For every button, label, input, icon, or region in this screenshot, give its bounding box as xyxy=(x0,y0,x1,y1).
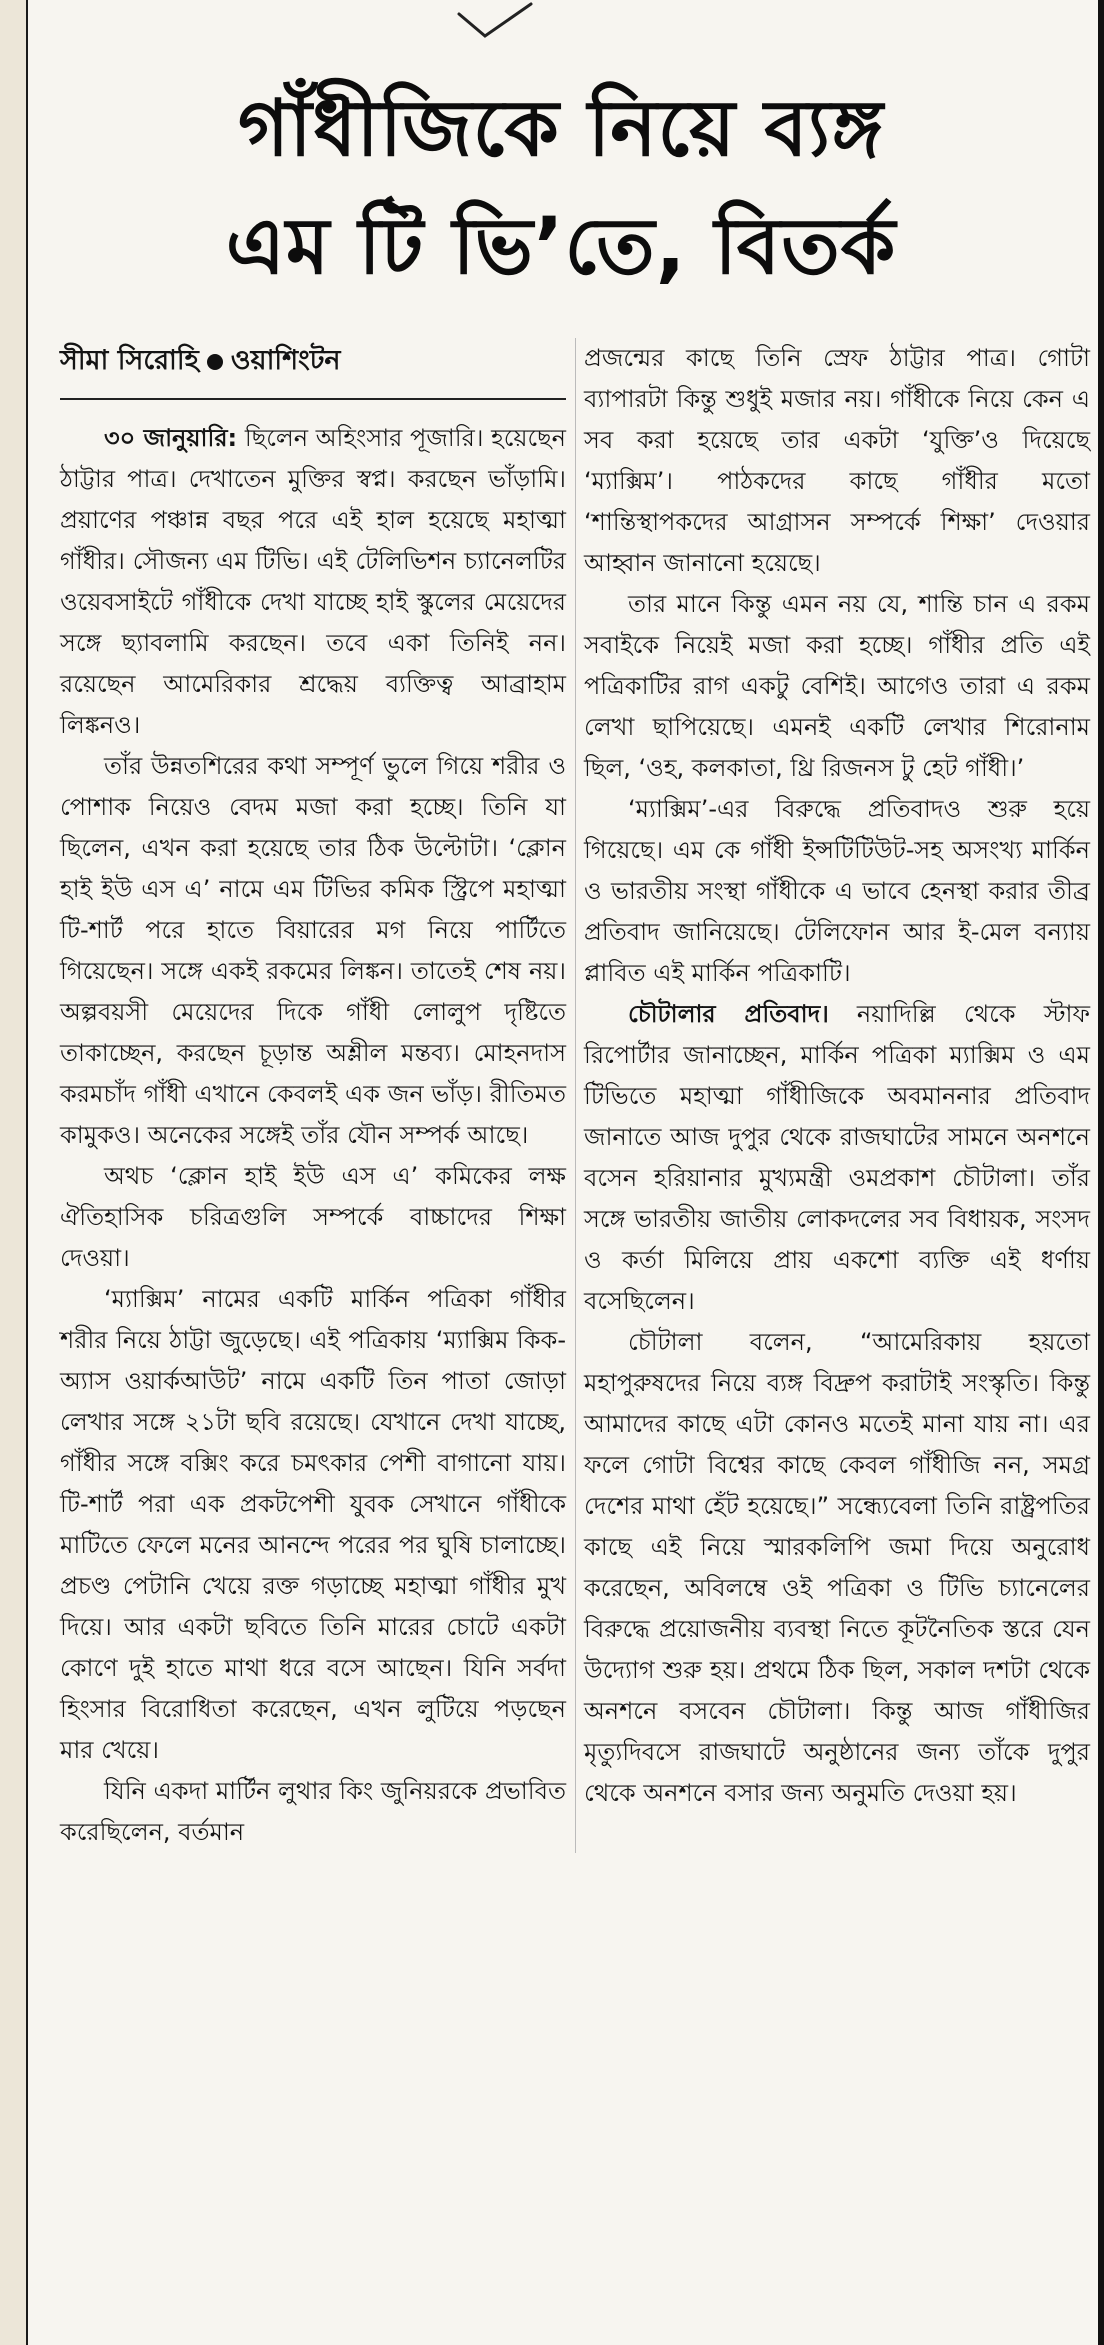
subhead-text: নয়াদিল্লি থেকে স্টাফ রিপোর্টার জানাচ্ছেন, মার্কিন পত্রিকা ম্যাক্সিম ও এম টিভিতে মহাত্মা গাঁধীজিকে অবমাননার প্রতিবাদ জানাতে আজ দুপুর থেকে রাজঘাটের সামনে অনশনে বসেন হরিয়ানার মুখ্যমন্ত্রী ওমপ্রকাশ চৌটালা। তাঁর সঙ্গে ভারতীয় জাতীয় লোকদলের সব বিধায়ক, সংসদ ও কর্তা মিলিয়ে প্রায় একশো ব্যক্তি এই ধর্ণায় বসেছিলেন। xyxy=(584,1000,1090,1315)
paragraph: যিনি একদা মার্টিন লুথার কিং জুনিয়রকে প্রভাবিত করেছিলেন, বর্তমান xyxy=(60,1777,566,1846)
column-divider xyxy=(575,338,576,1853)
left-column xyxy=(60,338,566,1853)
byline xyxy=(60,338,566,400)
right-column xyxy=(584,338,1090,1853)
headline xyxy=(40,70,1082,306)
bullet-icon xyxy=(207,354,223,370)
paragraph: ‘ম্যাক্সিম’ নামের একটি মার্কিন পত্রিকা গাঁধীর শরীর নিয়ে ঠাট্টা জুড়েছে। এই পত্রিকায় ‘ম্যাক্সিম কিক-অ্যাস ওয়ার্কআউট’ নামে একটি তিন পাতা জোড়া লেখার সঙ্গে ২১টা ছবি রয়েছে। যেখানে দেখা যাচ্ছে, গাঁধীর সঙ্গে বক্সিং করে চমৎকার পেশী বাগানো যায়। টি-শার্ট পরা এক প্রকটপেশী যুবক সেখানে গাঁধীকে মাটিতে ফেলে মনের আনন্দে পরের পর ঘুষি চালাচ্ছে। প্রচণ্ড পেটানি খেয়ে রক্ত গড়াচ্ছে মহাত্মা গাঁধীর মুখ দিয়ে। আর একটা ছবিতে তিনি মারের চোটে একটা কোণে দুই হাতে মাথা ধরে বসে আছেন। যিনি সর্বদা হিংসার বিরোধিতা করেছেন, এখন লুটিয়ে পড়ছেন মার খেয়ে। xyxy=(60,1285,566,1764)
paragraph: চৌটালা বলেন, “আমেরিকায় হয়তো মহাপুরুষদের নিয়ে ব্যঙ্গ বিদ্রুপ করাটাই সংস্কৃতি। কিন্তু আমাদের কাছে এটা কোনও মতেই মানা যায় না। এর ফলে গোটা বিশ্বের কাছে কেবল গাঁধীজি নন, সমগ্র দেশের মাথা হেঁট হয়েছে।” সন্ধ্যেবেলা তিনি রাষ্ট্রপতির কাছে এই নিয়ে স্মারকলিপি জমা দিয়ে অনুরোধ করেছেন, অবিলম্বে ওই পত্রিকা ও টিভি চ্যানেলের বিরুদ্ধে প্রয়োজনীয় ব্যবস্থা নিতে কূটনৈতিক স্তরে যেন উদ্যোগ শুরু হয়। প্রথমে ঠিক ছিল, সকাল দশটা থেকে অনশনে বসবেন চৌটালা। কিন্তু আজ গাঁধীজির মৃত্যুদিবসে রাজঘাটে অনুষ্ঠানের জন্য তাঁকে দুপুর থেকে অনশনে বসার জন্য অনুমতি দেওয়া হয়। xyxy=(584,1328,1090,1807)
paragraph: ‘ম্যাক্সিম’-এর বিরুদ্ধে প্রতিবাদও শুরু হয়ে গিয়েছে। এম কে গাঁধী ইন্সটিটিউট-সহ অসংখ্য মার্কিন ও ভারতীয় সংস্থা গাঁধীকে এ ভাবে হেনস্থা করার তীব্র প্রতিবাদ জানিয়েছে। টেলিফোন আর ই-মেল বন্যায় প্লাবিত এই মার্কিন পত্রিকাটি। xyxy=(584,795,1090,987)
lead-text: ছিলেন অহিংসার পূজারি। হয়েছেন ঠাট্টার পাত্র। দেখাতেন মুক্তির স্বপ্ন। করছেন ভাঁড়ামি। প্রয়াণের পঞ্চান্ন বছর পরে এই হাল হয়েছে মহাত্মা গাঁধীর। সৌজন্য এম টিভি। এই টেলিভিশন চ্যানেলটির ওয়েবসাইটে গাঁধীকে দেখা যাচ্ছে হাই স্কুলের মেয়েদের সঙ্গে ছ্যাবলামি করছেন। তবে একা তিনিই নন। রয়েছেন আমেরিকার শ্রদ্ধেয় ব্যক্তিত্ব আব্রাহাম লিঙ্কনও। xyxy=(60,424,566,739)
scan-left-edge xyxy=(0,0,28,2345)
subhead: চৌটালার প্রতিবাদ। xyxy=(628,1000,829,1028)
scan-right-edge xyxy=(1098,0,1104,2345)
dateline: ৩০ জানুয়ারি: xyxy=(104,424,238,452)
pen-tick-mark xyxy=(455,0,535,40)
subhead-paragraph xyxy=(584,994,1090,1322)
paragraph: তাঁর উন্নতশিরের কথা সম্পূর্ণ ভুলে গিয়ে শরীর ও পোশাক নিয়েও বেদম মজা করা হচ্ছে। তিনি যা ছিলেন, এখন করা হয়েছে তার ঠিক উল্টোটা। ‘ক্লোন হাই ইউ এস এ’ নামে এম টিভির কমিক স্ট্রিপে মহাত্মা টি-শার্ট পরে হাতে বিয়ারের মগ নিয়ে পার্টিতে গিয়েছেন। সঙ্গে একই রকমের লিঙ্কন। তাতেই শেষ নয়। অল্পবয়সী মেয়েদের দিকে গাঁধী লোলুপ দৃষ্টিতে তাকাচ্ছেন, করছেন চূড়ান্ত অশ্লীল মন্তব্য। মোহনদাস করমচাঁদ গাঁধী এখানে কেবলই এক জন ভাঁড়। রীতিমত কামুকও। অনেকের সঙ্গেই তাঁর যৌন সম্পর্ক আছে। xyxy=(60,752,566,1149)
headline-line-2: এম টি ভি’তে, বিতর্ক xyxy=(225,202,897,292)
paragraph-continued: প্রজন্মের কাছে তিনি স্রেফ ঠাট্টার পাত্র। গোটা ব্যাপারটা কিন্তু শুধুই মজার নয়। গাঁধীকে নিয়ে কেন এ সব করা হয়েছে তার একটা ‘যুক্তি’ও দিয়েছে ‘ম্যাক্সিম’। পাঠকদের কাছে গাঁধীর মতো ‘শান্তিস্থাপকদের আগ্রাসন সম্পর্কে শিক্ষা’ দেওয়ার আহ্বান জানানো হয়েছে। xyxy=(584,344,1090,577)
paragraph: তার মানে কিন্তু এমন নয় যে, শান্তি চান এ রকম সবাইকে নিয়েই মজা করা হচ্ছে। গাঁধীর প্রতি এই পত্রিকাটির রাগ একটু বেশিই। আগেও তারা এ রকম লেখা ছাপিয়েছে। এমনই একটি লেখার শিরোনাম ছিল, ‘ওহ, কলকাতা, থ্রি রিজনস টু হেট গাঁধী।’ xyxy=(584,590,1090,782)
lead-paragraph xyxy=(60,418,566,746)
article-columns xyxy=(60,338,1090,1853)
byline-location: ওয়াশিংটন xyxy=(230,345,341,376)
byline-author: সীমা সিরোহি xyxy=(60,345,199,376)
paragraph: অথচ ‘ক্লোন হাই ইউ এস এ’ কমিকের লক্ষ ঐতিহাসিক চরিত্রগুলি সম্পর্কে বাচ্চাদের শিক্ষা দেওয়া। xyxy=(60,1162,566,1272)
headline-line-1: গাঁধীজিকে নিয়ে ব্যঙ্গ xyxy=(237,84,884,174)
